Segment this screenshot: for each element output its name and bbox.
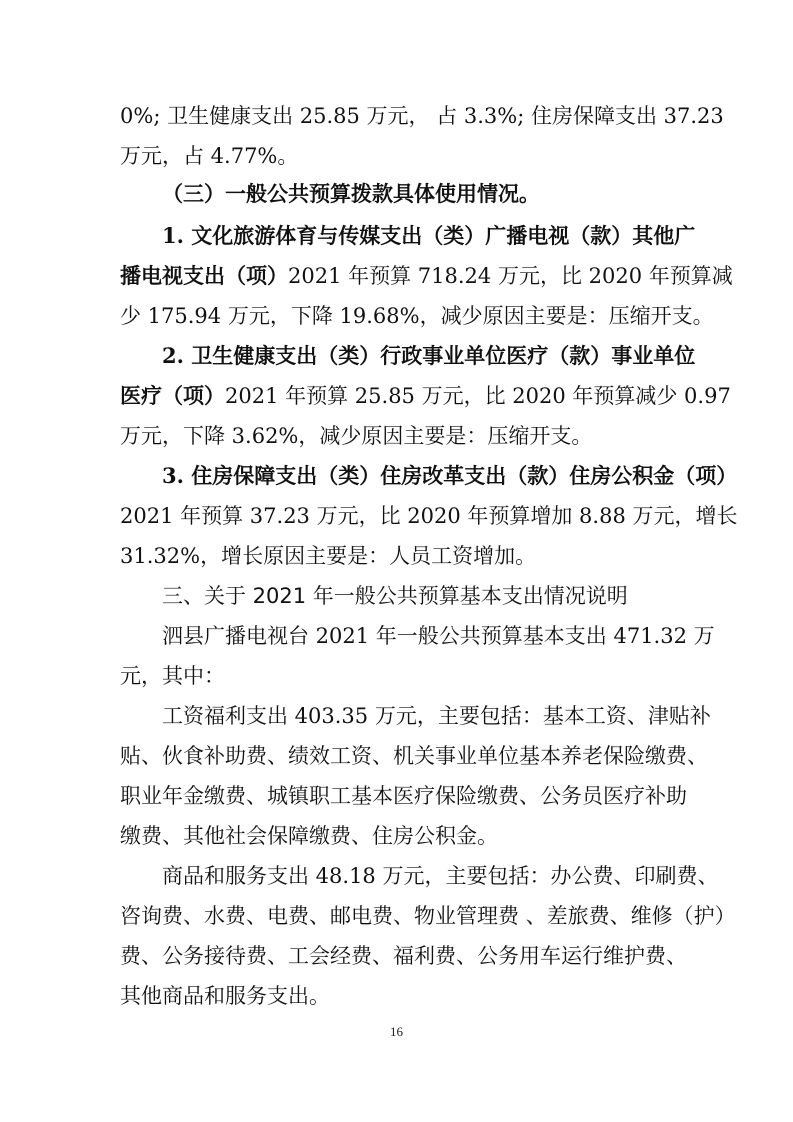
section-heading: 三、关于 2021 年一般公共预算基本支出情况说明 (162, 584, 628, 608)
paragraph-line: 商品和服务支出 48.18 万元，主要包括：办公费、印刷费、 (162, 864, 719, 888)
paragraph-line: 元，其中： (120, 664, 225, 688)
item-heading-continuation: 医疗（项） (120, 383, 225, 408)
paragraph-line: 2021 年预算 37.23 万元，比 2020 年预算增加 8.88 万元，增长 (120, 504, 738, 528)
paragraph-line: 0%; 卫生健康支出 25.85 万元， 占 3.3%; 住房保障支出 37.23 (120, 104, 724, 128)
paragraph-line: 咨询费、水费、电费、邮电费、物业管理费 、差旅费、维修（护） (120, 904, 736, 928)
paragraph-line: 职业年金缴费、城镇职工基本医疗保险缴费、公务员医疗补助 (120, 784, 687, 808)
item-heading-continuation: 播电视支出（项） (120, 263, 288, 288)
subsection-heading: （三）一般公共预算拨款具体使用情况。 (162, 181, 540, 206)
paragraph-line: 贴、伙食补助费、绩效工资、机关事业单位基本养老保险缴费、 (120, 744, 708, 768)
paragraph-line: 31.32%，增长原因主要是：人员工资增加。 (120, 544, 537, 568)
paragraph-line (120, 262, 733, 290)
item-text: 2021 年预算 718.24 万元，比 2020 年预算减 (288, 264, 733, 288)
item-heading: 2. 卫生健康支出（类）行政事业单位医疗（款）事业单位 (162, 343, 696, 368)
paragraph-line: 万元，占 4.77%。 (120, 144, 299, 168)
paragraph-line: 工资福利支出 403.35 万元，主要包括：基本工资、津贴补 (162, 704, 711, 728)
paragraph-line: 万元，下降 3.62%，减少原因主要是：压缩开支。 (120, 424, 593, 448)
paragraph-line: 缴费、其他社会保障缴费、住房公积金。 (120, 824, 498, 848)
page-number: 16 (390, 1024, 403, 1039)
paragraph-line: 其他商品和服务支出。 (120, 984, 330, 1008)
paragraph-line: 泗县广播电视台 2021 年一般公共预算基本支出 471.32 万 (162, 624, 715, 648)
paragraph-line: 少 175.94 万元，下降 19.68%，减少原因主要是：压缩开支。 (120, 304, 714, 328)
item-heading: 1. 文化旅游体育与传媒支出（类）广播电视（款）其他广 (162, 223, 696, 248)
item-heading: 3. 住房保障支出（类）住房改革支出（款）住房公积金（项） (162, 463, 738, 488)
item-text: 2021 年预算 25.85 万元，比 2020 年预算减少 0.97 (225, 384, 731, 408)
paragraph-line: 费、公务接待费、工会经费、福利费、公务用车运行维护费、 (120, 944, 687, 968)
paragraph-line (120, 382, 731, 410)
